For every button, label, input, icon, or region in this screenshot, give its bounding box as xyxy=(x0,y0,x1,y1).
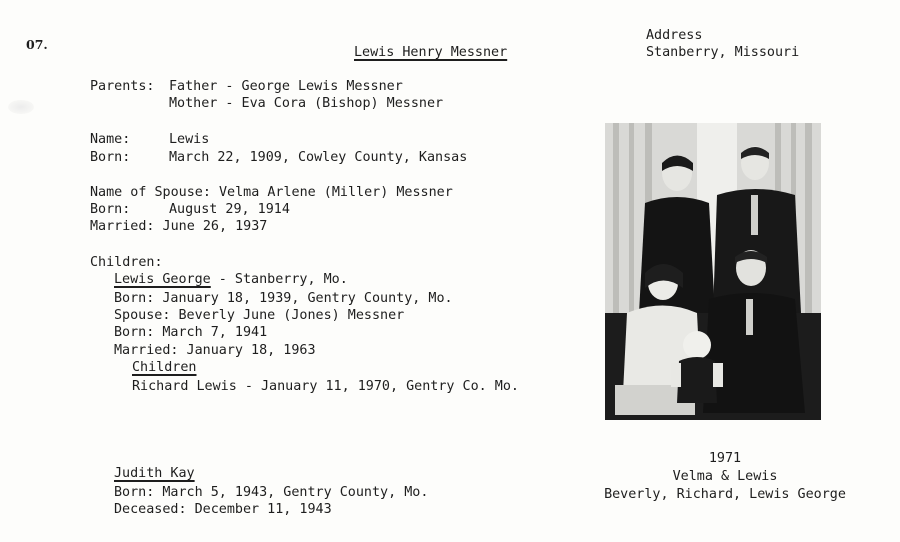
name-value: Lewis xyxy=(169,132,210,147)
caption-year: 1971 xyxy=(708,451,742,466)
page-title: Lewis Henry Messner xyxy=(354,45,508,60)
spouse-born-label: Born: xyxy=(90,202,131,217)
spouse-name-line: Name of Spouse: Velma Arlene (Miller) Messner xyxy=(90,185,453,200)
married-line: Married: June 26, 1937 xyxy=(90,219,268,234)
grandchildren-label: Children xyxy=(132,360,197,375)
child2-deceased: Deceased: December 11, 1943 xyxy=(114,502,332,517)
family-photo xyxy=(605,123,821,420)
photo-caption xyxy=(560,450,890,504)
child2-born: Born: March 5, 1943, Gentry County, Mo. xyxy=(114,485,429,500)
born-label: Born: xyxy=(90,150,131,165)
page-number: 07. xyxy=(26,37,48,52)
address-label: Address xyxy=(646,28,703,43)
born-value: March 22, 1909, Cowley County, Kansas xyxy=(169,150,468,165)
child1-name-row xyxy=(114,271,348,288)
child1-residence: - Stanberry, Mo. xyxy=(210,272,348,287)
mother-line: Mother - Eva Cora (Bishop) Messner xyxy=(169,96,444,111)
father-line: Father - George Lewis Messner xyxy=(169,79,403,94)
parents-label: Parents: xyxy=(90,79,155,94)
child1-born: Born: January 18, 1939, Gentry County, Mo. xyxy=(114,291,453,306)
children-label: Children: xyxy=(90,255,163,270)
child2-name: Judith Kay xyxy=(114,466,195,481)
spouse-born-value: August 29, 1914 xyxy=(169,202,290,217)
punch-hole-mark xyxy=(8,100,34,114)
child1-married: Married: January 18, 1963 xyxy=(114,343,316,358)
grandchild-line: Richard Lewis - January 11, 1970, Gentry Co. Mo. xyxy=(132,379,519,394)
child1-spouse: Spouse: Beverly June (Jones) Messner xyxy=(114,308,405,323)
child1-spouse-born: Born: March 7, 1941 xyxy=(114,325,268,340)
caption-line-1: Velma & Lewis xyxy=(672,469,778,484)
caption-line-2: Beverly, Richard, Lewis George xyxy=(604,487,846,502)
child1-name: Lewis George xyxy=(114,272,211,287)
name-label: Name: xyxy=(90,132,131,147)
address-value: Stanberry, Missouri xyxy=(646,45,800,60)
